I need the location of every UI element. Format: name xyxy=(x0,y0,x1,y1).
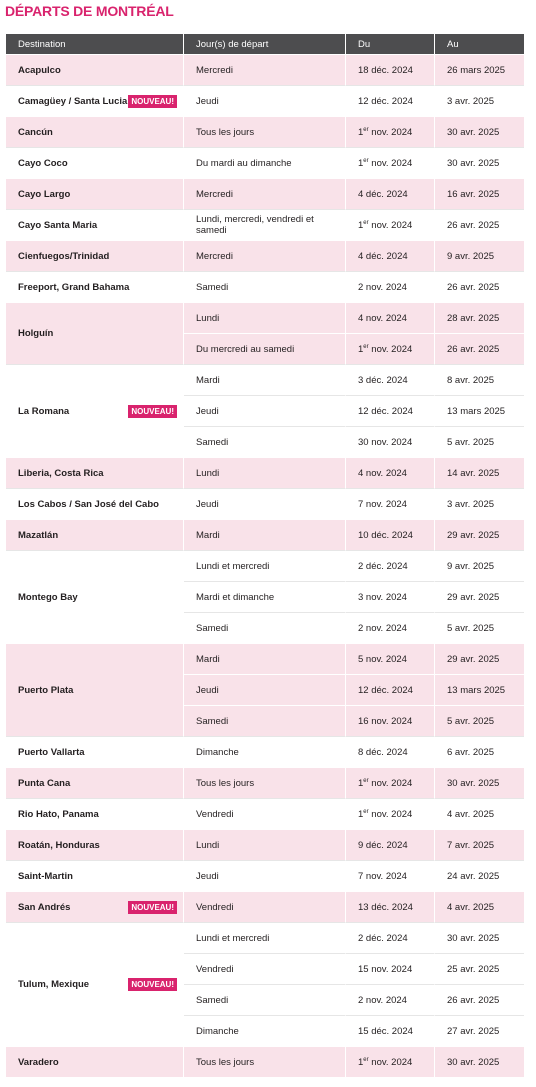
destination-name: Saint-Martin xyxy=(18,870,73,882)
to-date-cell: 8 avr. 2025 xyxy=(435,364,524,395)
destination-cell xyxy=(6,736,184,767)
destination-cell xyxy=(6,209,184,240)
from-date-cell: 7 nov. 2024 xyxy=(346,488,435,519)
from-date-cell: 30 nov. 2024 xyxy=(346,426,435,457)
table-row xyxy=(6,116,524,147)
to-date-cell: 16 avr. 2025 xyxy=(435,178,524,209)
from-date-cell: 16 nov. 2024 xyxy=(346,705,435,736)
destination-cell xyxy=(6,457,184,488)
to-date-cell: 5 avr. 2025 xyxy=(435,705,524,736)
destination-cell xyxy=(6,240,184,271)
destination-cell xyxy=(6,550,184,643)
new-badge: NOUVEAU! xyxy=(128,901,177,914)
new-badge: NOUVEAU! xyxy=(128,405,177,418)
departure-days-cell: Lundi xyxy=(184,457,346,488)
destination-name: Rio Hato, Panama xyxy=(18,808,99,820)
column-header-departure-days: Jour(s) de départ xyxy=(184,34,346,54)
from-date-cell: 2 déc. 2024 xyxy=(346,922,435,953)
to-date-cell: 26 mars 2025 xyxy=(435,54,524,85)
departure-days-cell: Vendredi xyxy=(184,953,346,984)
table-row xyxy=(6,488,524,519)
to-date-cell: 4 avr. 2025 xyxy=(435,798,524,829)
from-date-cell: 2 nov. 2024 xyxy=(346,984,435,1015)
destination-name: Varadero xyxy=(18,1056,59,1068)
from-date-cell: 1er nov. 2024 xyxy=(346,767,435,798)
to-date-cell: 28 avr. 2025 xyxy=(435,302,524,333)
table-row xyxy=(6,736,524,767)
to-date-cell: 13 mars 2025 xyxy=(435,395,524,426)
departure-days-cell: Mercredi xyxy=(184,178,346,209)
departure-days-cell: Dimanche xyxy=(184,1015,346,1046)
departures-table xyxy=(6,34,524,1077)
destination-name: Los Cabos / San José del Cabo xyxy=(18,498,159,510)
table-body xyxy=(6,54,524,1077)
table-row xyxy=(6,302,524,333)
table-row xyxy=(6,54,524,85)
departure-days-cell: Lundi et mercredi xyxy=(184,550,346,581)
table-row xyxy=(6,519,524,550)
table-row xyxy=(6,178,524,209)
destination-name: Freeport, Grand Bahama xyxy=(18,281,130,293)
from-date-cell: 3 nov. 2024 xyxy=(346,581,435,612)
departure-days-cell: Jeudi xyxy=(184,395,346,426)
destination-name: Roatán, Honduras xyxy=(18,839,100,851)
destination-name: San Andrés xyxy=(18,901,71,913)
departure-days-cell: Jeudi xyxy=(184,85,346,116)
destination-name: Mazatlán xyxy=(18,529,59,541)
destination-cell xyxy=(6,1046,184,1077)
destination-cell xyxy=(6,519,184,550)
from-date-cell: 12 déc. 2024 xyxy=(346,395,435,426)
departure-days-cell: Jeudi xyxy=(184,674,346,705)
table-row xyxy=(6,860,524,891)
departure-days-cell: Mardi et dimanche xyxy=(184,581,346,612)
departure-days-cell: Jeudi xyxy=(184,860,346,891)
destination-name: Liberia, Costa Rica xyxy=(18,467,104,479)
table-row xyxy=(6,457,524,488)
destination-name: Cancún xyxy=(18,126,53,138)
table-row xyxy=(6,364,524,395)
new-badge: NOUVEAU! xyxy=(128,978,177,991)
destination-name: Cayo Santa Maria xyxy=(18,219,98,231)
departure-days-cell: Lundi xyxy=(184,829,346,860)
destination-cell xyxy=(6,271,184,302)
to-date-cell: 30 avr. 2025 xyxy=(435,116,524,147)
to-date-cell: 6 avr. 2025 xyxy=(435,736,524,767)
table-row xyxy=(6,209,524,240)
from-date-cell: 1er nov. 2024 xyxy=(346,798,435,829)
destination-name: Holguín xyxy=(18,328,54,339)
to-date-cell: 5 avr. 2025 xyxy=(435,612,524,643)
departure-days-cell: Du mercredi au samedi xyxy=(184,333,346,364)
to-date-cell: 7 avr. 2025 xyxy=(435,829,524,860)
column-header-destination: Destination xyxy=(6,34,184,54)
from-date-cell: 13 déc. 2024 xyxy=(346,891,435,922)
destination-cell xyxy=(6,767,184,798)
departure-days-cell: Vendredi xyxy=(184,798,346,829)
from-date-cell: 12 déc. 2024 xyxy=(346,85,435,116)
departure-days-cell: Lundi, mercredi, vendredi et samedi xyxy=(184,209,346,240)
departure-days-cell: Mercredi xyxy=(184,240,346,271)
from-date-cell: 12 déc. 2024 xyxy=(346,674,435,705)
from-date-cell: 4 nov. 2024 xyxy=(346,457,435,488)
table-row xyxy=(6,240,524,271)
from-date-cell: 4 déc. 2024 xyxy=(346,240,435,271)
from-date-cell: 9 déc. 2024 xyxy=(346,829,435,860)
from-date-cell: 10 déc. 2024 xyxy=(346,519,435,550)
destination-cell xyxy=(6,891,184,922)
destination-cell xyxy=(6,178,184,209)
to-date-cell: 4 avr. 2025 xyxy=(435,891,524,922)
departure-days-cell: Mardi xyxy=(184,643,346,674)
destination-name: Puerto Plata xyxy=(18,684,74,696)
column-header-to: Au xyxy=(435,34,524,54)
from-date-cell: 4 déc. 2024 xyxy=(346,178,435,209)
to-date-cell: 26 avr. 2025 xyxy=(435,333,524,364)
from-date-cell: 15 déc. 2024 xyxy=(346,1015,435,1046)
destination-cell xyxy=(6,147,184,178)
destination-name: Montego Bay xyxy=(18,591,78,603)
to-date-cell: 26 avr. 2025 xyxy=(435,984,524,1015)
destination-cell xyxy=(6,860,184,891)
to-date-cell: 27 avr. 2025 xyxy=(435,1015,524,1046)
departure-days-cell: Mercredi xyxy=(184,54,346,85)
to-date-cell: 9 avr. 2025 xyxy=(435,550,524,581)
destination-cell xyxy=(6,922,184,1046)
departure-days-cell: Samedi xyxy=(184,426,346,457)
departure-days-cell: Tous les jours xyxy=(184,767,346,798)
departure-days-cell: Lundi xyxy=(184,302,346,333)
destination-name: Acapulco xyxy=(18,64,61,76)
table-row xyxy=(6,829,524,860)
from-date-cell: 1er nov. 2024 xyxy=(346,1046,435,1077)
to-date-cell: 29 avr. 2025 xyxy=(435,519,524,550)
new-badge: NOUVEAU! xyxy=(128,95,177,108)
destination-name: Cayo Largo xyxy=(18,188,71,200)
to-date-cell: 3 avr. 2025 xyxy=(435,85,524,116)
departure-days-cell: Samedi xyxy=(184,705,346,736)
destination-cell xyxy=(6,364,184,457)
from-date-cell: 1er nov. 2024 xyxy=(346,116,435,147)
destination-cell xyxy=(6,798,184,829)
destination-cell xyxy=(6,302,184,364)
column-header-from: Du xyxy=(346,34,435,54)
from-date-cell: 1er nov. 2024 xyxy=(346,209,435,240)
from-date-cell: 15 nov. 2024 xyxy=(346,953,435,984)
from-date-cell: 8 déc. 2024 xyxy=(346,736,435,767)
to-date-cell: 26 avr. 2025 xyxy=(435,271,524,302)
destination-name: Tulum, Mexique xyxy=(18,979,90,990)
table-row xyxy=(6,550,524,581)
departure-days-cell: Dimanche xyxy=(184,736,346,767)
destination-name: Camagüey / Santa Lucia xyxy=(18,95,128,107)
from-date-cell: 1er nov. 2024 xyxy=(346,333,435,364)
table-row xyxy=(6,643,524,674)
table-row xyxy=(6,147,524,178)
table-header xyxy=(6,34,524,54)
to-date-cell: 30 avr. 2025 xyxy=(435,922,524,953)
departure-days-cell: Du mardi au dimanche xyxy=(184,147,346,178)
to-date-cell: 13 mars 2025 xyxy=(435,674,524,705)
destination-cell xyxy=(6,488,184,519)
departure-days-cell: Jeudi xyxy=(184,488,346,519)
destination-cell xyxy=(6,643,184,736)
destination-name: Puerto Vallarta xyxy=(18,746,85,758)
from-date-cell: 4 nov. 2024 xyxy=(346,302,435,333)
departure-days-cell: Mardi xyxy=(184,519,346,550)
from-date-cell: 2 nov. 2024 xyxy=(346,271,435,302)
from-date-cell: 7 nov. 2024 xyxy=(346,860,435,891)
header-row xyxy=(6,34,524,54)
departure-days-cell: Samedi xyxy=(184,271,346,302)
to-date-cell: 9 avr. 2025 xyxy=(435,240,524,271)
destination-cell xyxy=(6,829,184,860)
departure-days-cell: Vendredi xyxy=(184,891,346,922)
departure-days-cell: Tous les jours xyxy=(184,116,346,147)
from-date-cell: 18 déc. 2024 xyxy=(346,54,435,85)
table-row xyxy=(6,85,524,116)
destination-cell xyxy=(6,54,184,85)
to-date-cell: 29 avr. 2025 xyxy=(435,581,524,612)
to-date-cell: 5 avr. 2025 xyxy=(435,426,524,457)
to-date-cell: 14 avr. 2025 xyxy=(435,457,524,488)
departure-days-cell: Samedi xyxy=(184,612,346,643)
destination-cell xyxy=(6,85,184,116)
from-date-cell: 2 nov. 2024 xyxy=(346,612,435,643)
page-title: DÉPARTS DE MONTRÉAL xyxy=(5,3,174,19)
table-row xyxy=(6,767,524,798)
table-row xyxy=(6,891,524,922)
to-date-cell: 30 avr. 2025 xyxy=(435,1046,524,1077)
destination-name: La Romana xyxy=(18,405,70,417)
table-row xyxy=(6,271,524,302)
from-date-cell: 2 déc. 2024 xyxy=(346,550,435,581)
departure-days-cell: Samedi xyxy=(184,984,346,1015)
from-date-cell: 5 nov. 2024 xyxy=(346,643,435,674)
departure-days-cell: Tous les jours xyxy=(184,1046,346,1077)
to-date-cell: 30 avr. 2025 xyxy=(435,767,524,798)
table-row xyxy=(6,798,524,829)
table-row xyxy=(6,1046,524,1077)
to-date-cell: 26 avr. 2025 xyxy=(435,209,524,240)
from-date-cell: 1er nov. 2024 xyxy=(346,147,435,178)
from-date-cell: 3 déc. 2024 xyxy=(346,364,435,395)
to-date-cell: 24 avr. 2025 xyxy=(435,860,524,891)
departure-days-cell: Mardi xyxy=(184,364,346,395)
destination-cell xyxy=(6,116,184,147)
to-date-cell: 30 avr. 2025 xyxy=(435,147,524,178)
table-row xyxy=(6,922,524,953)
to-date-cell: 29 avr. 2025 xyxy=(435,643,524,674)
to-date-cell: 3 avr. 2025 xyxy=(435,488,524,519)
to-date-cell: 25 avr. 2025 xyxy=(435,953,524,984)
departure-days-cell: Lundi et mercredi xyxy=(184,922,346,953)
destination-name: Punta Cana xyxy=(18,777,71,789)
destination-name: Cayo Coco xyxy=(18,157,68,169)
destination-name: Cienfuegos/Trinidad xyxy=(18,250,110,262)
